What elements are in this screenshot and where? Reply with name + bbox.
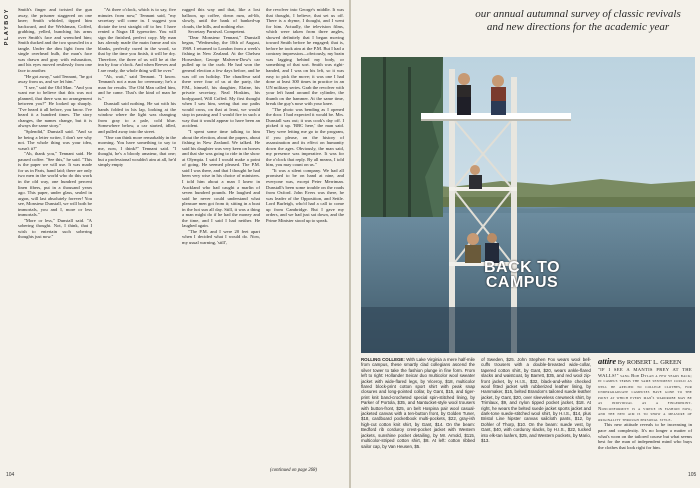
text-column-3 bbox=[182, 7, 260, 467]
paragraph: Dunstall said nothing. He sat with his hands folded in his lap, looking at the window where the light was changing from gray to a pale, cold blue. Somewhere below, a car started, idled, and pulled away into the street. bbox=[98, 101, 176, 135]
byline-author: By ROBERT L. GREEN bbox=[617, 359, 682, 366]
paragraph: "The P.M. and I were 20 feet apart when I decided what I would do. Now, my usual warning, 'still', bbox=[182, 228, 260, 245]
paragraph: "Ah, wait," said Tennant. "I know. Tennant's not a man for ceremony; he's a man for results. The Old Man called him, and he came. That's the kind of man he is." bbox=[98, 73, 176, 101]
paragraph: "I spent some time talking to him about the election, about the papers, about fishing in New Zealand. We talked. He said his daughter was very keen on horses and that she was going to ride in the show at Olympia. I said I would make a point of going. He seemed pleased. The P.M. said I was there, and that I thought he had been very wise in his choice of ministers. I told him about a man I knew in Auckland who had caught a marlin of seven hundred pounds. He laughed and said he never could understand what pleasure men got from it; sitting in a boat in the hot sun all day. Still, it was a thing a man might do if he had the money and the time, and I said I had neither. He laughed again. bbox=[182, 129, 260, 229]
paragraph: "Dear Monsieur Tennant," Dunstall began, "Wednesday, the 10th of August, 1969. I returned to London from a week's fishing in New Zealand. At the Chelsea Horseshoe, George Malvern-Dow's car pulled up to the curb. He had won the general election a few days before, and he was off on holiday. The chauffeur said there were four of us at the party, the P.M., himself, his daughter, Elaine, his private secretary, Neal Hoskins, his bodyguard, Will Coffed. My first thought when I saw him, seeing that our paths would cross, on that at least, we would stop in passing and I would fire in such a way that it would appear to have been an accident. bbox=[182, 34, 260, 129]
paragraph: Secretary Parnival. Competent. bbox=[188, 29, 246, 35]
caption-text: With Lake Virginia a mere half-mile from campus, these smartly clad collegians ascend the silver tower to take the fashion plunge in fine form. From left to right: Hollander Seicar duo multicolor wool sweater jacket with wide-flared legs, by Viceroy, $18, multicolor flared block-print cotton sport shirt with peak snap closures and long-pointed collar, by Gant, $15, and tiger-print knit band-crocheted special spin-stitched lining, by Parker of Portola, $35, and Nantucket-style wool trousers with button-front, $25, on belt Hospina pair wool casual-jacketed canvas with a ten-button front, by Golden Tuner, $18, cardboard pocketbook multi-pockets, $22, gray-ish high-cut cotton knit shirt, by Gant, $14. On the beam: Bedford rib corduroy crest-pocket jacket with Western jackets, sunshine pocket detailing, by Mr. Arnold, $115, multicolor-striped cotton shirt, $8. At left: cotton ribbed sailor cap, by Van Heusen, $5. bbox=[361, 357, 475, 449]
paragraph: "At three o'clock, which is to say, five minutes from now," Tennant said, "my secretary will come in. I suggest you dictate the text straight off to her. I have rented a Nagra III typewriter. You will sign the finished, perfect copy. My man has already made the main frame and six blanks, perfectly cured in the wood, so that by the time you finish, it will be dry. Therefore, the three of us will be at the inn by four o'clock. And when Reeves and I are ready, the whole thing will be over." bbox=[98, 7, 176, 74]
paragraph: "He got away," said Tennant, "he got away from us, and we let him." bbox=[18, 73, 92, 85]
paragraph: "It was a silent company. We had all promised to be on hand at nine, and everyone was, except Peter Merriman. Dunstall's been some trouble on the roads from Oxford. John Evers was there, he was leader of the Opposition, and Settle. Lord Burleigh, who'd had a call to come up from Cambridge. But I gave my orders, and we had just sat down, and the Prime Minister stood up to speak. bbox=[266, 167, 344, 223]
continued-note: (continued on page 268) bbox=[270, 468, 318, 473]
diving-tower-scene bbox=[361, 57, 695, 353]
article-intro: our annual autumnal survey of classic revivals and new directions for the academic year bbox=[475, 8, 681, 33]
photo-caption-1 bbox=[361, 357, 475, 479]
page-number-left: 104 bbox=[6, 472, 15, 478]
paragraph: Smith's finger and twisted the gun away, the prisoner staggered on one knee; Smith whirled, tipped him backward, and the Welshman, Coffed, grabbing, yelled, bunching his arms over Smith's face and wrenched him; Smith ducked and the two sprawled in a tangle. Under the dim light from the single overhead bulb, the man's face was drawn and gray with exhaustion, and his eyes moved restlessly from one face to another. bbox=[18, 7, 92, 74]
byline-attire: attire bbox=[598, 357, 617, 366]
paragraph: "I see," said the Old Man. "And you want me to believe that this was not planned, that there was no arrangement between you?" He looked up sharply. "I've heard it all before, you know. I've heard it a hundred times. The story changes, the names change, but it is always the same story." bbox=[18, 84, 92, 129]
text-column-4 bbox=[266, 7, 344, 463]
paragraph: rugged this way and that, like a lost balloon, up coffee, down rum, ad-lib, slowly, until the bank of banked-up clouds, the hills, and nothing else. bbox=[182, 7, 260, 29]
caption-text: of Sweden, $25. John Stephen Fox wears wool bell-cuffs trousers with a double-breasted wide-collar, tapered cotton shirt, by Gant, $20, wears ankle-flared slacks and waistcoat, by Barrett, $35, and red wool zip-front jacket, by H.I.S., $32, black-and-white checked wool fitted jacket with rubberized leather lining, by Hammaker, $15, belted Brandon's tailored suede leather jacket, by Gant, $20, over sleeveless crewneck shirt, by Trimlaux, $9, and nylon tipped pocket jacket, $18. At right, he wears the belted suede jacket sports jacket and dark-tone suede-stitched wool shirt, by H.I.S., $14, plus Bristol Line hipster canvas sailcloth pants, $12, by Dohler of Thorp, $10. On the beam: suede vest, by Gant, $40, with corduroy slacks, by H.I.S., $22, tucked into elk-tan loafers, $25, and Western pockets, by Mario, $13. bbox=[481, 357, 591, 444]
byline bbox=[598, 358, 692, 366]
paragraph: "The photo was bending as I opened the door. I had expected it would be. Mrs. Dunstall was out; it was cook's day off. I picked it up. 'BBC here,' the man said. They were letting me go to the program, if you please, on the history of assassination and its effect on humanity down the ages. Obviously, the man said, my presence was imperative. It was for the o'clock that reply. By all means, I told him, you may count on us." bbox=[266, 106, 344, 168]
photo-title: BACK TO CAMPUS bbox=[483, 259, 561, 291]
magazine-name-tag: PLAYBOY bbox=[4, 8, 10, 46]
caption-lead: ROLLING COLLEGE: bbox=[361, 357, 405, 362]
paragraph: "Splendid," Dunstall said. "And so he being a letter writer, I don't see why not. The whole thing was your idea, wasn't it?" bbox=[18, 129, 92, 151]
paragraph: This new attitude reveals to be increasing in pace and complexity. It's no longer a matter of what's worn on the tailored course but what seems best for the man of independent mind who buys the clothes that look right for him. bbox=[598, 422, 692, 450]
paragraph: "Ah, thank you," Tennant said. He paused coffee. "See this," he said. "This is the paper we will use. It was made for us in Paris, hand laid; there are only two men in the world who do this work in the old way, one hundred percent linen fibers, put in a thousand years ago. This paper, under glass, sealed in argon, will last absolutely forever! You see, Monsieur Dunstall, we will both be immortals, you and I, more or less immortals." bbox=[18, 151, 92, 218]
page-gutter bbox=[349, 0, 351, 488]
paragraph: the revolver into George's middle. It was that thought, I believe, that set us off. There is a rhyme, I thought, and I went for him. Actually, the television films, which were taken from three angles, showed definitely that I began moving toward Smith before he engaged; that is, before he took aim at the P.M. But I had a contrary impression—obviously, my brain was lagging behind my body, or something of that sort. Smith was right-handed, and I was on his left, so it was easy to pick the move; it was one I had done at least 300 times in practice in an UN military series. Grab the revolver with your left hand around the cylinder, the thumb on the hammer. At the same time, break the guy's nose with your knee. bbox=[266, 7, 344, 107]
page-number-right: 105 bbox=[688, 472, 697, 478]
article-body bbox=[598, 367, 692, 477]
paragraph: "IF I SEE A MANTIS PREY AT THE WALLS!" sang Bob Dylan a few years back; in campus terms the same sentiment could as well be applied to college clothes, for undergraduate campuses have gone to the point at which every man's wardrobe may be as individual as a fingerprint. Nonconformity is a virtue in fashion now, and the new aim is to show a measure of originality through personal style. bbox=[598, 367, 692, 422]
paragraph: "One can think more remarkably in the morning. You have something to say to me, now, I think?" Tennant said. "I thought, he's a bloody amateur, that one; but a professional wouldn't aim at all, he'd simply empty bbox=[98, 134, 176, 168]
photo-caption-2 bbox=[481, 357, 591, 479]
fashion-photo bbox=[361, 57, 695, 353]
text-column-1 bbox=[18, 7, 92, 467]
text-column-2 bbox=[98, 7, 176, 467]
paragraph: "More or less," Dunstall said. "A sobering thought. Not, I think, that I wish to entertain such sobering thoughts just now." bbox=[18, 217, 92, 240]
